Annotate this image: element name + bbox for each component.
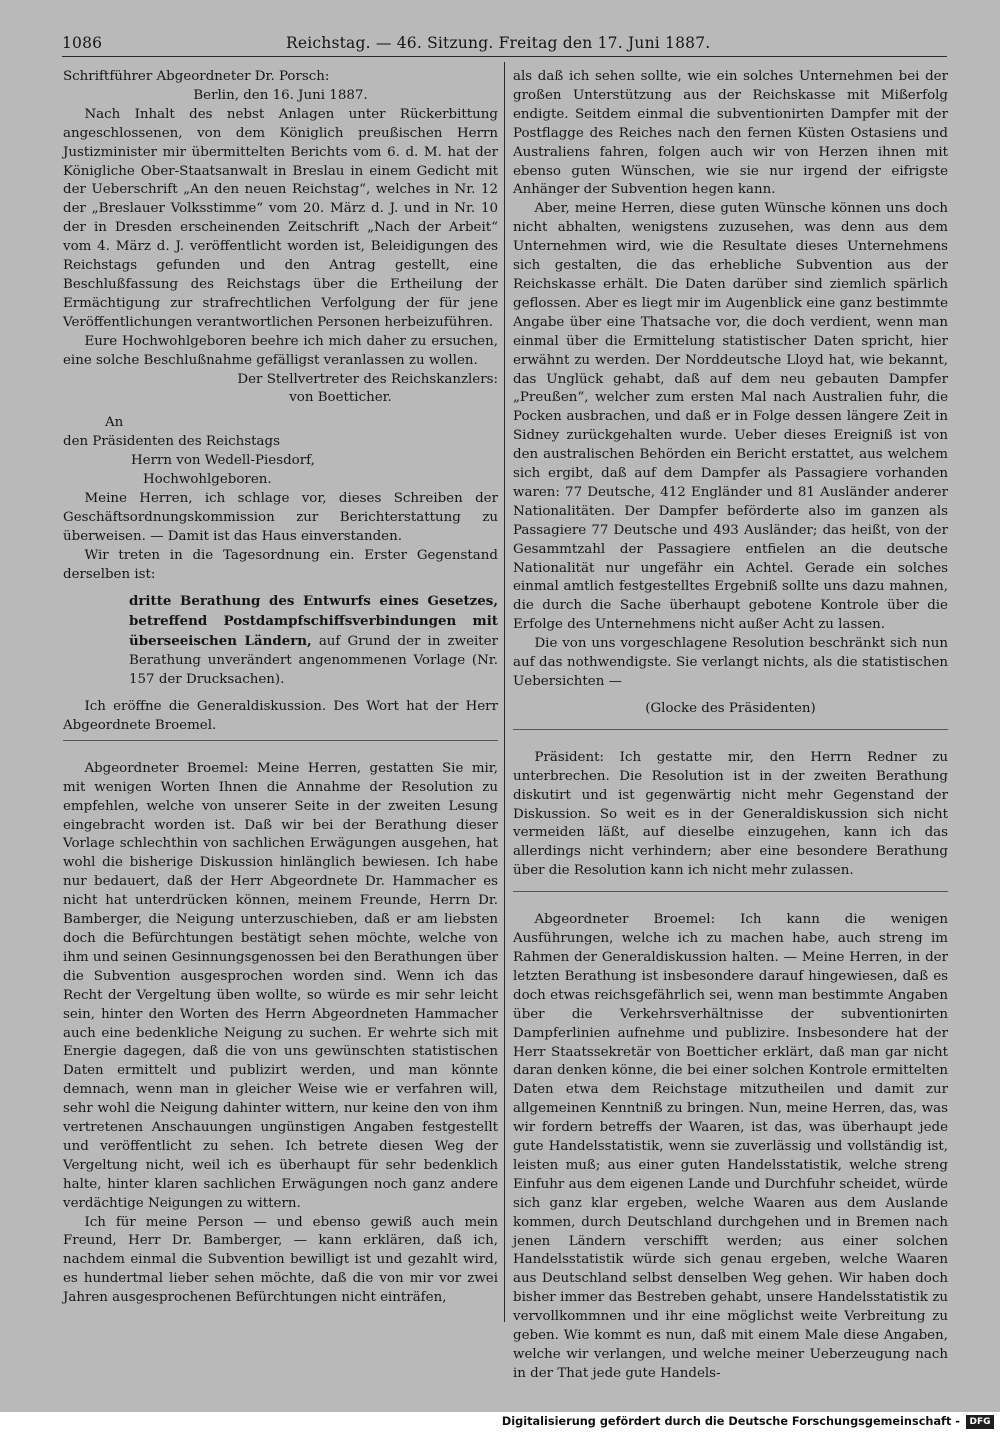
running-head-title: Reichstag. — 46. Sitzung. Freitag den 17. Juni 1887.: [286, 34, 711, 52]
running-header: [62, 32, 711, 54]
paragraph-president-proposal: Meine Herren, ich schlage vor, dieses Schreiben der Geschäftsordnungskommission zur Berichterstattung zu überweisen. — Damit ist das Haus einverstanden.: [63, 490, 498, 544]
letter-address: [63, 414, 498, 490]
letter-request: Eure Hochwohlgeboren beehre ich mich daher zu ersuchen, eine solche Beschlußnahme gefälligst veranlassen zu wollen.: [63, 333, 498, 368]
speech-broemel-2: Ich für meine Person — und ebenso gewiß auch mein Freund, Herr Dr. Bamberger, — kann erklären, daß ich, nachdem einmal die Subvention bewilligt ist und gezahlt wird, es hundertmal lieber sehen möchte, daß die von mir vor zwei Jahren ausgesprochenen Befürchtungen nicht einträfen,: [63, 1214, 498, 1306]
footer-credit: Digitalisierung gefördert durch die Deutsche Forschungsgemeinschaft -: [501, 1415, 960, 1428]
president-interruption: Präsident: Ich gestatte mir, den Herrn Redner zu unterbrechen. Die Resolution ist in der zweiten Berathung diskutirt und ist gegenwärtig nicht mehr Gegenstand der Diskussion. So weit es in der Generaldiskussion sich nicht vermeiden läßt, auf dieselbe einzugehen, kann ich das allerdings nicht verhindern; aber eine besondere Berathung über die Resolution kann ich nicht mehr zulassen.: [513, 749, 948, 892]
speech-resolution: Die von uns vorgeschlagene Resolution beschränkt sich nun auf das nothwendigste. Sie verlangt nichts, als die statistischen Uebersichten —: [513, 636, 948, 689]
address-line-3: Herrn von Wedell-Piesdorf,: [131, 453, 315, 469]
speech-statistics: Aber, meine Herren, diese guten Wünsche können uns doch nicht abhalten, wenigstens zuzusehen, was denn aus dem Unternehmen wird, wie die Resultate dieses Unternehmens sich gestalten, die das erhebliche Subvention aus der Reichskasse erhält. Die Daten darüber sind ziemlich spärlich geflossen. Aber es liegt mir im Augenblick eine ganz bestimmte Angabe über eine Thatsache vor, die doch verdient, wenn man einmal über die Ermittelung statistischer Daten spricht, hier erwähnt zu werden. Der Norddeutsche Lloyd hat, wie bekannt, das Unglück gehabt, daß auf dem neu gebauten Dampfer „Preußen“, welcher zum ersten Mal nach Australien fuhr, die Pocken ausbrachen, und daß er in Folge dessen längere Zeit in Sidney zurückgehalten wurde. Ueber dieses Ereigniß ist von den australischen Behörden ein Bericht erstattet, aus welchem sich ergibt, daß auf dem Dampfer als Passagiere vorhanden waren: 77 Deutsche, 412 Engländer und 81 Ausländer anderer Nationalitäten. Der Dampfer beförderte also im ganzen als Passagiere 77 Deutsche und 493 Ausländer; das heißt, von der Gesammtzahl der Passagiere entfielen an die deutsche Nationalität nur ungefähr ein Achtel. Gerade ein solches einmal amtlich festgestelltes Ergebniß sollte uns dazu mahnen, die durch die Sache überhaupt gebotene Kontrole über die Erfolge des Unternehmens nicht außer Acht zu lassen.: [513, 201, 948, 633]
left-column: [63, 68, 498, 1308]
agenda-item-title: dritte Berathung des Entwurfs eines Gesetzes, betreffend Postdampfschiffsverbindungen mit überseeischen Ländern,: [129, 593, 498, 650]
letter-signature-name: von Boetticher.: [289, 390, 392, 406]
page-number: 1086: [62, 34, 103, 52]
letter-signature-role: Der Stellvertreter des Reichskanzlers:: [237, 371, 498, 387]
column-divider: [504, 62, 505, 1322]
letter-dateline: Berlin, den 16. Juni 1887.: [193, 87, 368, 103]
address-line-4: Hochwohlgeboren.: [143, 472, 272, 488]
stage-direction-bell: (Glocke des Präsidenten): [513, 700, 948, 730]
speech-broemel-reply: Abgeordneter Broemel: Ich kann die wenigen Ausführungen, welche ich zu machen habe, auch streng im Rahmen der Generaldiskussion halten. — Meine Herren, in der letzten Berathung ist insbesondere darauf hingewiesen, daß es doch etwas reichsgefährlich sei, wenn man bestimmte Angaben über die Verkehrsverhältnisse der subventionirten Dampferlinien aufnehme und publizire. Insbesondere hat der Herr Staatssekretär von Boetticher erklärt, daß man gar nicht daran denken könne, die bei einer solchen Kontrole ermittelten Daten etwa dem Reichstage mitzutheilen und damit zur allgemeinen Kenntniß zu bringen. Nun, meine Herren, das, was wir fordern betreffs der Waaren, ist das, was überhaupt jede gute Handelsstatistik, wenn sie zuverlässig und vollständig ist, leisten muß; aus einer guten Handelsstatistik, welche streng Einfuhr aus dem eigenen Lande und Durchfuhr scheidet, würde sich ganz klar ergeben, welche Waaren aus dem Auslande kommen, durch Deutschland durchgehen und in Bremen nach jenen Ländern verschifft werden; aus einer solchen Handelsstatistik würde sich genau ergeben, welche Waaren aus Deutschland selbst denselben Weg gehen. Wir haben doch bisher immer das Bestreben gehabt, unsere Handelsstatistik zu vervollkommnen und ihr eine möglichst weite Verbreitung zu geben. Wie kommt es nun, daß mit einem Male diese Angaben, welche wir verlangen, und welche meiner Ueberzeugung nach in der That jede gute Handels-: [513, 912, 948, 1381]
address-line-2: den Präsidenten des Reichstags: [63, 434, 280, 450]
dfg-logo: DFG: [966, 1415, 994, 1429]
agenda-item-detail: auf Grund der in zweiter Berathung unverändert angenommenen Vorlage (Nr. 157 der Drucksachen).: [129, 634, 498, 688]
digitization-footer: [0, 1412, 1000, 1432]
paragraph-open-discussion: Ich eröffne die Generaldiskussion. Des Wort hat der Herr Abgeordnete Broemel.: [63, 698, 498, 741]
paragraph-agenda: Wir treten in die Tagesordnung ein. Erster Gegenstand derselben ist:: [63, 547, 498, 582]
header-rule: [62, 56, 947, 57]
agenda-item: [63, 592, 498, 690]
address-line-1: An: [105, 415, 124, 431]
speaker-porsch: Schriftführer Abgeordneter Dr. Porsch:: [63, 69, 330, 84]
right-column: [513, 68, 948, 1384]
speech-continued: als daß ich sehen sollte, wie ein solches Unternehmen bei der großen Unterstützung aus der Reichskasse mit Mißerfolg endigte. Seitdem einmal die subventionirten Dampfer mit der Postflagge des Reiches nach den fernen Küsten Ostasiens und Australiens fahren, folgen auch wir von Herzen ihnen mit ebenso guten Wünschen, wie sie nur irgend der eifrigste Anhänger der Subvention hegen kann.: [513, 69, 948, 198]
speech-broemel-1: Abgeordneter Broemel: Meine Herren, gestatten Sie mir, mit wenigen Worten Ihnen die Annahme der Resolution zu empfehlen, welche von unserer Seite in der zweiten Lesung eingebracht worden ist. Daß wir bei der Berathung dieser Vorlage schlechthin von sachlichen Erwägungen ausgehen, hat wohl die bisherige Diskussion hinlänglich bewiesen. Ich habe nur bedauert, daß der Herr Abgeordnete Dr. Hammacher es nicht hat unterdrücken können, meinem Freunde, Herrn Dr. Bamberger, die Neigung unterzuschieben, daß er am liebsten doch die Befürchtungen bestätigt sehen möchte, welche von ihm und seinen Gesinnungsgenossen bei den Berathungen über die Subvention ausgesprochen worden sind. Wenn ich das Recht der Vergeltung üben wollte, so würde es mir sehr leicht sein, hinter den Worten des Herrn Abgeordneten Hammacher auch eine bedenkliche Neigung zu suchen. Er wehrte sich mit Energie dagegen, daß die von uns gewünschten statistischen Daten ermittelt und publizirt werden, und man könnte demnach, wenn man in gleicher Weise wie er verfahren will, sehr wohl die Neigung dahinter wittern, nur keine den von ihm vertretenen Anschauungen ungünstigen Angaben festgestellt und veröffentlicht zu sehen. Ich betrete diesen Weg der Vergeltung nicht, weil ich es überhaupt für sehr bedenklich halte, hinter klaren sachlichen Erwägungen noch ganz andere verdächtige Neigungen zu wittern.: [63, 760, 498, 1211]
letter-body: Nach Inhalt des nebst Anlagen unter Rückerbittung angeschlossenen, von dem Königlich preußischen Herrn Justizminister mir übermittelten Berichts vom 6. d. M. hat der Königliche Ober-Staatsanwalt in Breslau in einem Gedicht mit der Ueberschrift „An den neuen Reichstag“, welches in Nr. 12 der „Breslauer Volksstimme“ vom 20. März d. J. und in Nr. 10 der in Dresden erscheinenden Zeitschrift „Nach der Arbeit“ vom 4. März d. J. veröffentlicht worden ist, Beleidigungen des Reichstags gefunden und den Antrag gestellt, eine Beschlußfassung des Reichstags über die Ertheilung der Ermächtigung zur strafrechtlichen Verfolgung der für jene Veröffentlichungen verantwortlichen Personen herbeizuführen.: [63, 106, 498, 330]
